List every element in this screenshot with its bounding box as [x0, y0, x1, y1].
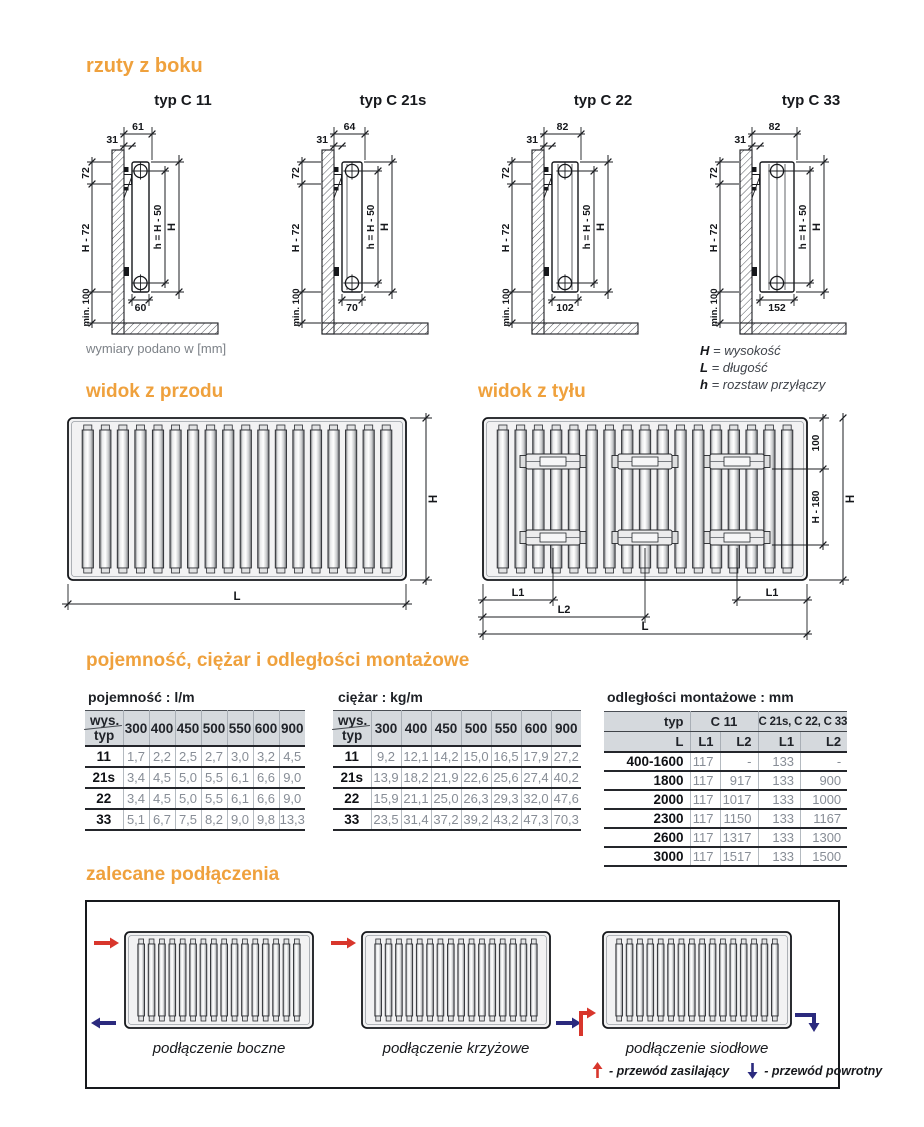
- table-row: [604, 752, 847, 771]
- return-down-arrow-icon: [747, 1062, 759, 1079]
- value-cell: 133: [758, 790, 801, 809]
- value-cell: 1317: [720, 828, 758, 847]
- table-row: [604, 809, 847, 828]
- height-minus-dim: H - 72: [290, 223, 302, 253]
- col-header: 450: [431, 711, 461, 747]
- wall-offset-dim: 31: [106, 134, 118, 146]
- value-cell: 5,5: [201, 767, 227, 788]
- value-cell: 40,2: [551, 767, 581, 788]
- height-dim: H: [166, 223, 178, 231]
- supply-up-arrow-icon: [592, 1062, 604, 1079]
- bottom-depth-dim: 70: [346, 302, 358, 314]
- legend-text: = rozstaw przyłączy: [711, 377, 826, 392]
- back-length-dim: L: [641, 621, 649, 633]
- corner-cell: [85, 711, 123, 747]
- value-cell: 12,1: [401, 746, 431, 767]
- connection-label-side: podłączenie boczne: [152, 1040, 286, 1057]
- col-header: 300: [371, 711, 401, 747]
- legend-symbol: h: [700, 377, 708, 392]
- pipe-spacing-dim: h = H - 50: [153, 204, 164, 250]
- value-cell: -: [801, 752, 848, 771]
- value-cell: 133: [758, 828, 801, 847]
- radiator-cross-connection: [360, 930, 552, 1030]
- value-cell: 9,2: [371, 746, 401, 767]
- sub-col-header: L2: [801, 732, 848, 753]
- value-cell: 917: [720, 771, 758, 790]
- value-cell: 6,6: [253, 788, 279, 809]
- connection-label-saddle: podłączenie siodłowe: [625, 1040, 769, 1057]
- legend-text: = długość: [711, 360, 768, 375]
- side-view-diagram-c33: [706, 110, 916, 342]
- legend-row: [700, 359, 825, 376]
- depth-dim: 82: [768, 121, 781, 133]
- row-header: 11: [85, 746, 123, 767]
- value-cell: 6,7: [149, 809, 175, 830]
- table-row: [604, 847, 847, 866]
- top-gap-dim: 72: [290, 167, 302, 179]
- back-l1-dim: L1: [511, 587, 525, 599]
- row-header: 22: [85, 788, 123, 809]
- col-header: 600: [253, 711, 279, 747]
- value-cell: 15,9: [371, 788, 401, 809]
- legend-symbol: H: [700, 343, 710, 358]
- sub-col-header: L1: [758, 732, 801, 753]
- value-cell: 9,0: [279, 788, 305, 809]
- value-cell: 117: [690, 771, 720, 790]
- value-cell: 39,2: [461, 809, 491, 830]
- section-heading-side-views: rzuty z boku: [86, 55, 203, 77]
- back-l1-dim: L1: [765, 587, 779, 599]
- value-cell: 9,8: [253, 809, 279, 830]
- value-cell: 25,6: [491, 767, 521, 788]
- length-cell: 2000: [604, 790, 690, 809]
- value-cell: 117: [690, 752, 720, 771]
- table-row: [333, 809, 581, 830]
- col-header: 400: [401, 711, 431, 747]
- weight-table-title: ciężar : kg/m: [338, 689, 423, 705]
- radiator-saddle-connection: [601, 930, 793, 1030]
- value-cell: 47,6: [551, 788, 581, 809]
- value-cell: 117: [690, 847, 720, 866]
- value-cell: 17,9: [521, 746, 551, 767]
- back-l2-dim: L2: [557, 604, 571, 616]
- col-header: 900: [279, 711, 305, 747]
- table-row: [604, 771, 847, 790]
- value-cell: 1150: [720, 809, 758, 828]
- corner-bottom-label: typ: [342, 728, 363, 743]
- value-cell: 133: [758, 847, 801, 866]
- mounting-table: [604, 711, 847, 867]
- value-cell: 47,3: [521, 809, 551, 830]
- col-header: 500: [201, 711, 227, 747]
- table-row: [85, 746, 305, 767]
- value-cell: 8,2: [201, 809, 227, 830]
- value-cell: 117: [690, 809, 720, 828]
- value-cell: 23,5: [371, 809, 401, 830]
- value-cell: 70,3: [551, 809, 581, 830]
- type-title-c22: typ C 22: [573, 92, 633, 109]
- value-cell: 16,5: [491, 746, 521, 767]
- top-gap-dim: 72: [80, 167, 92, 179]
- value-cell: 5,1: [123, 809, 149, 830]
- top-gap-dim: 72: [708, 167, 720, 179]
- return-legend-item: [747, 1062, 882, 1079]
- weight-table: [333, 710, 581, 831]
- row-header: 33: [85, 809, 123, 830]
- value-cell: 9,0: [279, 767, 305, 788]
- table-row: [604, 790, 847, 809]
- value-cell: 5,5: [201, 788, 227, 809]
- floor-clearance-dim: min. 100: [291, 288, 302, 327]
- mounting-table-title: odległości montażowe : mm: [607, 689, 794, 705]
- value-cell: 4,5: [149, 788, 175, 809]
- length-header: L: [604, 732, 690, 753]
- spec-table: [85, 710, 305, 831]
- side-view-diagram-c11: [78, 110, 288, 342]
- value-cell: 27,2: [551, 746, 581, 767]
- value-cell: 26,3: [461, 788, 491, 809]
- value-cell: 1300: [801, 828, 848, 847]
- back-view-drawing: [475, 408, 867, 648]
- bottom-depth-dim: 102: [556, 302, 574, 314]
- value-cell: 6,1: [227, 788, 253, 809]
- height-minus-dim: H - 72: [708, 223, 720, 253]
- supply-legend-item: [592, 1062, 729, 1079]
- col-header: 550: [491, 711, 521, 747]
- corner-top-label: wys.: [338, 713, 368, 728]
- group-header-c11: C 11: [690, 712, 758, 732]
- table-row: [85, 809, 305, 830]
- capacity-table-title: pojemność : l/m: [88, 689, 195, 705]
- value-cell: 3,0: [227, 746, 253, 767]
- row-header: 21s: [85, 767, 123, 788]
- value-cell: 6,1: [227, 767, 253, 788]
- value-cell: 117: [690, 828, 720, 847]
- value-cell: 2,7: [201, 746, 227, 767]
- radiator-side-connection: [123, 930, 315, 1030]
- legend-text: = wysokość: [713, 343, 781, 358]
- value-cell: 5,0: [175, 788, 201, 809]
- value-cell: 13,9: [371, 767, 401, 788]
- height-dim: H: [811, 223, 823, 231]
- col-header: 450: [175, 711, 201, 747]
- bottom-depth-dim: 60: [134, 302, 147, 314]
- value-cell: 1500: [801, 847, 848, 866]
- col-header: 500: [461, 711, 491, 747]
- spec-table: [333, 710, 581, 831]
- corner-cell: [333, 711, 371, 747]
- floor-clearance-dim: min. 100: [81, 288, 92, 327]
- value-cell: 32,0: [521, 788, 551, 809]
- return-legend-text: - przewód powrotny: [764, 1063, 883, 1078]
- type-title-c33: typ C 33: [781, 92, 841, 109]
- return-arrow-left-icon: [90, 1016, 118, 1030]
- legend-symbol: L: [700, 360, 708, 375]
- row-header: 33: [333, 809, 371, 830]
- col-header: 900: [551, 711, 581, 747]
- floor-clearance-dim: min. 100: [709, 288, 720, 327]
- length-cell: 400-1600: [604, 752, 690, 771]
- height-minus-dim: H - 72: [500, 223, 512, 253]
- value-cell: 15,0: [461, 746, 491, 767]
- value-cell: 1000: [801, 790, 848, 809]
- value-cell: 4,5: [279, 746, 305, 767]
- sub-col-header: L2: [720, 732, 758, 753]
- value-cell: 4,5: [149, 767, 175, 788]
- table-row: [85, 767, 305, 788]
- value-cell: 5,0: [175, 767, 201, 788]
- height-dim: H: [379, 223, 391, 231]
- value-cell: 1167: [801, 809, 848, 828]
- back-mid-height-dim: H - 180: [811, 490, 822, 524]
- section-heading-tables: pojemność, ciężar i odległości montażowe: [86, 650, 470, 671]
- section-heading-back-view: widok z tyłu: [478, 381, 586, 402]
- corner-bottom-label: typ: [94, 728, 115, 743]
- front-view-drawing: [60, 410, 452, 635]
- top-gap-dim: 72: [500, 167, 512, 179]
- col-header: 550: [227, 711, 253, 747]
- arrow-legend: [592, 1062, 882, 1079]
- value-cell: 29,3: [491, 788, 521, 809]
- row-header: 22: [333, 788, 371, 809]
- col-header: 300: [123, 711, 149, 747]
- bottom-depth-dim: 152: [768, 302, 786, 314]
- type-title-c21s: typ C 21s: [359, 92, 427, 109]
- value-cell: 21,1: [401, 788, 431, 809]
- pipe-spacing-dim: h = H - 50: [582, 204, 593, 250]
- front-length-dim: L: [233, 591, 241, 603]
- value-cell: 1517: [720, 847, 758, 866]
- value-cell: 2,5: [175, 746, 201, 767]
- value-cell: 9,0: [227, 809, 253, 830]
- value-cell: 3,4: [123, 767, 149, 788]
- value-cell: -: [720, 752, 758, 771]
- typ-header: typ: [604, 712, 690, 732]
- supply-arrow-right-icon: [92, 936, 120, 950]
- supply-legend-text: - przewód zasilający: [609, 1063, 730, 1078]
- supply-arrow-right-icon: [329, 936, 357, 950]
- section-heading-front-view: widok z przodu: [86, 381, 224, 402]
- value-cell: 3,4: [123, 788, 149, 809]
- length-cell: 3000: [604, 847, 690, 866]
- value-cell: 14,2: [431, 746, 461, 767]
- back-top-offset-dim: 100: [811, 434, 822, 452]
- value-cell: 6,6: [253, 767, 279, 788]
- length-cell: 2600: [604, 828, 690, 847]
- mounting-spec-table: [604, 711, 847, 867]
- depth-dim: 61: [132, 121, 144, 133]
- value-cell: 31,4: [401, 809, 431, 830]
- value-cell: 13,3: [279, 809, 305, 830]
- dimension-legend: [700, 342, 825, 393]
- legend-row: [700, 342, 825, 359]
- side-view-diagram-c21s: [288, 110, 498, 342]
- value-cell: 21,9: [431, 767, 461, 788]
- legend-row: [700, 376, 825, 393]
- value-cell: 18,2: [401, 767, 431, 788]
- side-view-diagram-c22: [498, 110, 708, 342]
- value-cell: 3,2: [253, 746, 279, 767]
- col-header: 400: [149, 711, 175, 747]
- value-cell: 133: [758, 771, 801, 790]
- pipe-spacing-dim: h = H - 50: [798, 204, 809, 250]
- length-cell: 2300: [604, 809, 690, 828]
- col-header: 600: [521, 711, 551, 747]
- table-row: [333, 788, 581, 809]
- value-cell: 1,7: [123, 746, 149, 767]
- row-header: 21s: [333, 767, 371, 788]
- value-cell: 900: [801, 771, 848, 790]
- value-cell: 27,4: [521, 767, 551, 788]
- value-cell: 117: [690, 790, 720, 809]
- value-cell: 133: [758, 809, 801, 828]
- supply-elbow-arrow-icon: [576, 1002, 600, 1038]
- group-header-rest: C 21s, C 22, C 33: [758, 712, 847, 732]
- height-dim: H: [595, 223, 607, 231]
- wall-offset-dim: 31: [316, 134, 328, 146]
- capacity-table: [85, 710, 305, 831]
- wall-offset-dim: 31: [734, 134, 746, 146]
- depth-dim: 64: [343, 121, 356, 133]
- height-minus-dim: H - 72: [80, 223, 92, 253]
- value-cell: 43,2: [491, 809, 521, 830]
- type-title-c11: typ C 11: [154, 92, 212, 109]
- table-row: [604, 828, 847, 847]
- section-heading-connections: zalecane podłączenia: [86, 864, 280, 885]
- value-cell: 7,5: [175, 809, 201, 830]
- table-row: [333, 746, 581, 767]
- wall-offset-dim: 31: [526, 134, 538, 146]
- table-row: [333, 767, 581, 788]
- corner-top-label: wys.: [90, 713, 120, 728]
- value-cell: 37,2: [431, 809, 461, 830]
- value-cell: 2,2: [149, 746, 175, 767]
- floor-clearance-dim: min. 100: [501, 288, 512, 327]
- row-header: 11: [333, 746, 371, 767]
- pipe-spacing-dim: h = H - 50: [366, 204, 377, 250]
- table-row: [85, 788, 305, 809]
- sub-col-header: L1: [690, 732, 720, 753]
- value-cell: 25,0: [431, 788, 461, 809]
- units-note: wymiary podano w [mm]: [86, 341, 227, 356]
- value-cell: 22,6: [461, 767, 491, 788]
- return-elbow-arrow-icon: [794, 1010, 824, 1040]
- front-height-dim: H: [428, 494, 440, 504]
- length-cell: 1800: [604, 771, 690, 790]
- connection-label-cross: podłączenie krzyżowe: [382, 1040, 530, 1057]
- value-cell: 1017: [720, 790, 758, 809]
- depth-dim: 82: [556, 121, 569, 133]
- value-cell: 133: [758, 752, 801, 771]
- back-height-dim: H: [845, 494, 857, 504]
